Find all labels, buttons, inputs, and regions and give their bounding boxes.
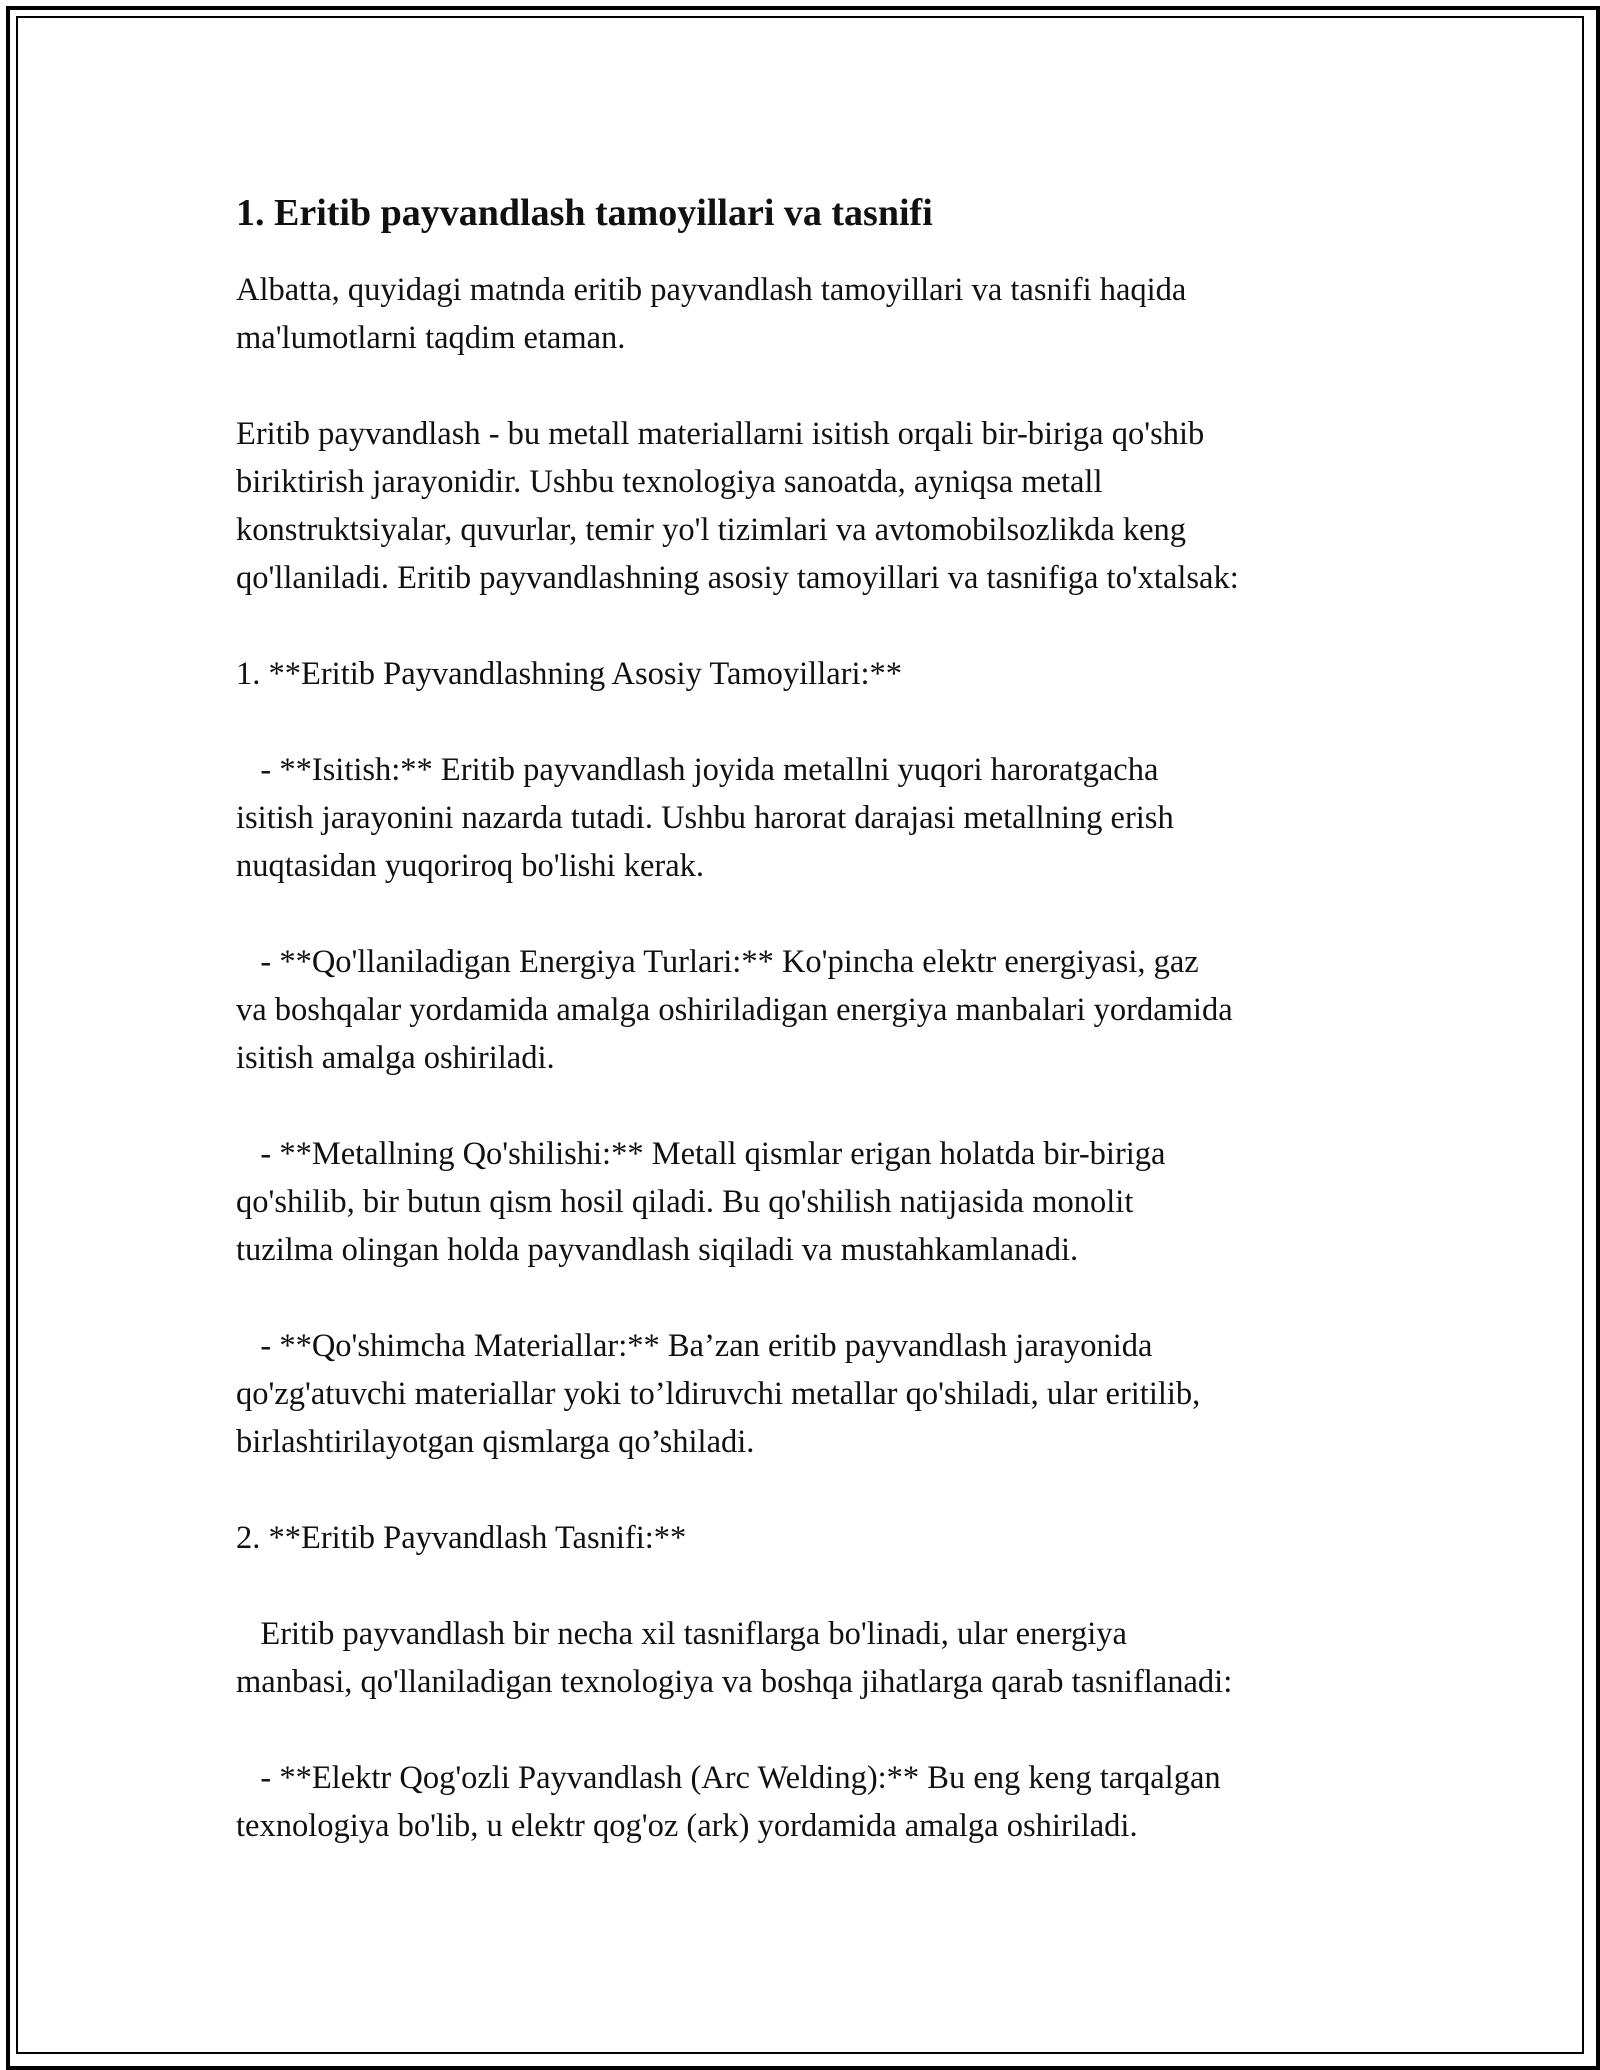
list-item-additional-materials: - **Qo'shimcha Materiallar:** Ba’zan eritib payvandlash jarayonida qo'zg'atuvchi materiallar yoki to’ldiruvchi metallar qo'shiladi, ular eritilib, birlashtirilayotgan qismlarga qo’shiladi.	[236, 1328, 1201, 1460]
list-item-metal-joining: - **Metallning Qo'shilishi:** Metall qismlar erigan holatda bir-biriga qo'shilib, bir butun qism hosil qiladi. Bu qo'shilish natijasida monolit tuzilma olingan holda payvandlash siqiladi va mustahkamlanadi.	[236, 1136, 1166, 1268]
definition-paragraph: Eritib payvandlash - bu metall materiallarni isitish orqali bir-biriga qo'shib biriktirish jarayonidir. Ushbu texnologiya sanoatda, ayniqsa metall konstruktsiyalar, quvurlar, temir yo'l tizimlari va avtomobilsozlikda keng qo'llaniladi. Eritib payvandlashning asosiy tamoyillari va tasnifiga to'xtalsak:	[236, 416, 1239, 596]
list-item-arc-welding: - **Elektr Qog'ozli Payvandlash (Arc Welding):** Bu eng keng tarqalgan texnologiya bo'lib, u elektr qog'oz (ark) yordamida amalga oshiriladi.	[236, 1760, 1221, 1844]
document-title: 1. Eritib payvandlash tamoyillari va tasnifi	[236, 192, 933, 234]
section-heading-principles: 1. **Eritib Payvandlashning Asosiy Tamoyillari:**	[236, 656, 903, 692]
section-heading-classification: 2. **Eritib Payvandlash Tasnifi:**	[236, 1520, 687, 1556]
classification-intro-paragraph: Eritib payvandlash bir necha xil tasniflarga bo'linadi, ular energiya manbasi, qo'llaniladigan texnologiya va boshqa jihatlarga qarab tasniflanadi:	[236, 1616, 1233, 1700]
list-item-heating: - **Isitish:** Eritib payvandlash joyida metallni yuqori haroratgacha isitish jarayonini nazarda tutadi. Ushbu harorat darajasi metallning erish nuqtasidan yuqoriroq bo'lishi kerak.	[236, 752, 1174, 884]
intro-paragraph: Albatta, quyidagi matnda eritib payvandlash tamoyillari va tasnifi haqida ma'lumotlarni taqdim etaman.	[236, 272, 1187, 356]
document-body	[236, 188, 1396, 1898]
list-item-energy-types: - **Qo'llaniladigan Energiya Turlari:** Ko'pincha elektr energiyasi, gaz va boshqalar yordamida amalga oshiriladigan energiya manbalari yordamida isitish amalga oshiriladi.	[236, 944, 1233, 1076]
